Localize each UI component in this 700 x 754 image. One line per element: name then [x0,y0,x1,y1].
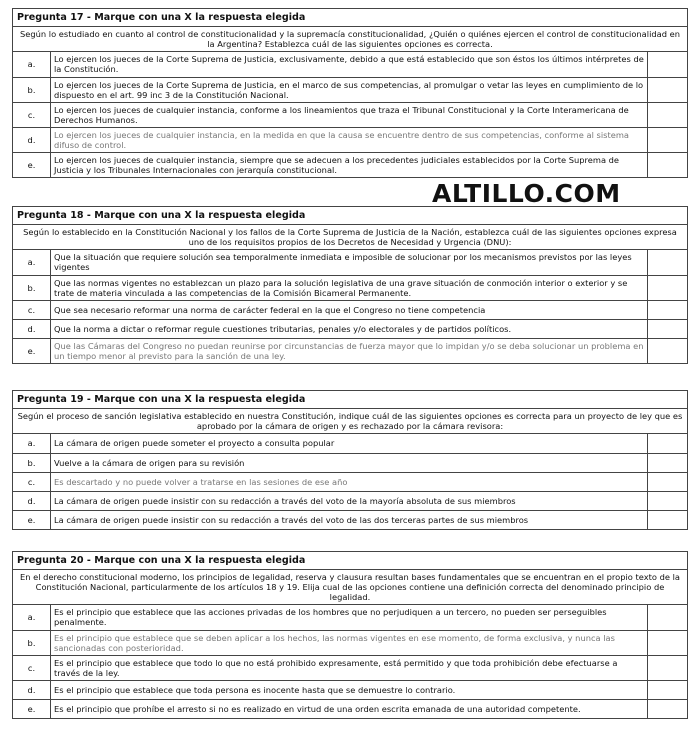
option-row [13,605,687,630]
option-row [13,655,687,680]
answer-box[interactable] [648,300,688,319]
question-title: Pregunta 18 - Marque con una X la respuesta elegida [13,207,687,225]
option-text: Lo ejercen los jueces de cualquier instancia, conforme a los lineamientos que traza el Tribunal Constitucional y la Corte Interamericana de Derechos Humanos. [51,102,648,127]
answer-box[interactable] [648,491,688,510]
option-text: La cámara de origen puede someter el proyecto a consulta popular [51,434,648,453]
answer-box[interactable] [648,655,688,680]
option-letter: e. [13,338,51,363]
option-text: Lo ejercen los jueces de la Corte Suprema de Justicia, en el marco de sus competencias, al promulgar o vetar las leyes en cumplimiento de lo dispuesto en el art. 99 inc 3 de la Constitución Nacional. [51,77,648,102]
question-statement: Según lo establecido en la Constitución Nacional y los fallos de la Corte Suprema de Justicia de la Nación, establezca cuál de las siguientes opciones expresa uno de los requisitos propios de los Decretos de Necesidad y Urgencia (DNU): [13,225,687,250]
option-row [13,510,687,529]
option-text: La cámara de origen puede insistir con su redacción a través del voto de las dos terceras partes de sus miembros [51,510,648,529]
option-letter: e. [13,152,51,177]
answer-box[interactable] [648,250,688,275]
answer-box[interactable] [648,102,688,127]
watermark-logo: ALTILLO.COM [432,179,621,208]
option-letter: c. [13,102,51,127]
options-table [13,250,687,363]
question-19 [12,390,688,530]
question-18 [12,206,688,364]
answer-box[interactable] [648,338,688,363]
option-letter: d. [13,319,51,338]
question-statement: Según lo estudiado en cuanto al control de constitucionalidad y la supremacía constitucionalidad, ¿Quién o quiénes ejercen el control de constitucionalidad en la Argentina? Establezca cuál de las siguientes opciones es correcta. [13,27,687,52]
option-row [13,275,687,300]
option-letter: e. [13,510,51,529]
option-row [13,453,687,472]
option-letter: c. [13,300,51,319]
option-text: Es el principio que establece que las acciones privadas de los hombres que no perjudiquen a un tercero, no pueden ser perseguibles penalmente. [51,605,648,630]
option-text: La cámara de origen puede insistir con su redacción a través del voto de la mayoría absoluta de sus miembros [51,491,648,510]
option-row [13,491,687,510]
option-row [13,127,687,152]
options-table [13,605,687,718]
answer-box[interactable] [648,453,688,472]
options-table [13,52,687,177]
option-letter: d. [13,127,51,152]
option-row [13,338,687,363]
answer-box[interactable] [648,680,688,699]
option-row [13,472,687,491]
answer-box[interactable] [648,275,688,300]
option-letter: d. [13,680,51,699]
option-letter: a. [13,52,51,77]
option-text: Lo ejercen los jueces de la Corte Suprema de Justicia, exclusivamente, debido a que está establecido que son éstos los últimos intérpretes de la Constitución. [51,52,648,77]
question-title: Pregunta 17 - Marque con una X la respuesta elegida [13,9,687,27]
option-text: Es el principio que establece que toda persona es inocente hasta que se demuestre lo contrario. [51,680,648,699]
option-row [13,434,687,453]
option-text: Es el principio que establece que se deben aplicar a los hechos, las normas vigentes en ese momento, de forma exclusiva, y nunca las sancionadas con posterioridad. [51,630,648,655]
answer-box[interactable] [648,472,688,491]
option-letter: c. [13,472,51,491]
question-20 [12,551,688,719]
option-text: Lo ejercen los jueces de cualquier instancia, en la medida en que la causa se encuentre dentro de sus competencias, conforme al sistema difuso de control. [51,127,648,152]
question-title: Pregunta 19 - Marque con una X la respuesta elegida [13,391,687,409]
option-row [13,319,687,338]
option-letter: d. [13,491,51,510]
option-row [13,77,687,102]
option-letter: b. [13,453,51,472]
option-row [13,680,687,699]
option-text: Que la situación que requiere solución sea temporalmente inmediata e imposible de solucionar por los mecanismos previstos por las leyes vigentes [51,250,648,275]
option-text: Que las normas vigentes no establezcan un plazo para la solución legislativa de una grave situación de conmoción interior o exterior y se trate de materia vinculada a las competencias de la Comisión Bicameral Permanente. [51,275,648,300]
option-row [13,102,687,127]
option-row [13,52,687,77]
option-letter: a. [13,434,51,453]
answer-box[interactable] [648,434,688,453]
option-letter: c. [13,655,51,680]
answer-box[interactable] [648,630,688,655]
answer-box[interactable] [648,127,688,152]
option-row [13,300,687,319]
option-row [13,250,687,275]
option-row [13,699,687,718]
option-letter: e. [13,699,51,718]
option-letter: a. [13,250,51,275]
answer-box[interactable] [648,605,688,630]
option-letter: a. [13,605,51,630]
option-text: Vuelve a la cámara de origen para su revisión [51,453,648,472]
answer-box[interactable] [648,699,688,718]
option-text: Lo ejercen los jueces de cualquier instancia, siempre que se adecuen a los precedentes judiciales establecidos por la Corte Suprema de Justicia y los Tribunales Internacionales con jerarquía constitucional. [51,152,648,177]
option-text: Que la norma a dictar o reformar regule cuestiones tributarias, penales y/o electorales y de partidos políticos. [51,319,648,338]
question-statement: Según el proceso de sanción legislativa establecido en nuestra Constitución, indique cuál de las siguientes opciones es correcta para un proyecto de ley que es aprobado por la cámara de origen y es rechazado por la cámara revisora: [13,409,687,434]
question-17 [12,8,688,178]
option-text: Que las Cámaras del Congreso no puedan reunirse por circunstancias de fuerza mayor que lo impidan y/o se deba solucionar un problema en un tiempo menor al previsto para la sanción de una ley. [51,338,648,363]
option-letter: b. [13,630,51,655]
option-letter: b. [13,77,51,102]
option-text: Es descartado y no puede volver a tratarse en las sesiones de ese año [51,472,648,491]
options-table [13,434,687,529]
answer-box[interactable] [648,319,688,338]
answer-box[interactable] [648,52,688,77]
question-statement: En el derecho constitucional moderno, los principios de legalidad, reserva y clausura resultan bases fundamentales que se encuentran en el propio texto de la Constitución Nacional, particularmente de los artículos 18 y 19. Elija cual de las opciones contiene una definición correcta del denominado principio de legalidad. [13,570,687,605]
answer-box[interactable] [648,152,688,177]
answer-box[interactable] [648,77,688,102]
option-letter: b. [13,275,51,300]
option-text: Que sea necesario reformar una norma de carácter federal en la que el Congreso no tiene competencia [51,300,648,319]
question-title: Pregunta 20 - Marque con una X la respuesta elegida [13,552,687,570]
answer-box[interactable] [648,510,688,529]
option-row [13,630,687,655]
option-text: Es el principio que establece que todo lo que no está prohibido expresamente, está permitido y que toda prohibición debe efectuarse a través de la ley. [51,655,648,680]
option-text: Es el principio que prohíbe el arresto si no es realizado en virtud de una orden escrita emanada de una autoridad competente. [51,699,648,718]
option-row [13,152,687,177]
